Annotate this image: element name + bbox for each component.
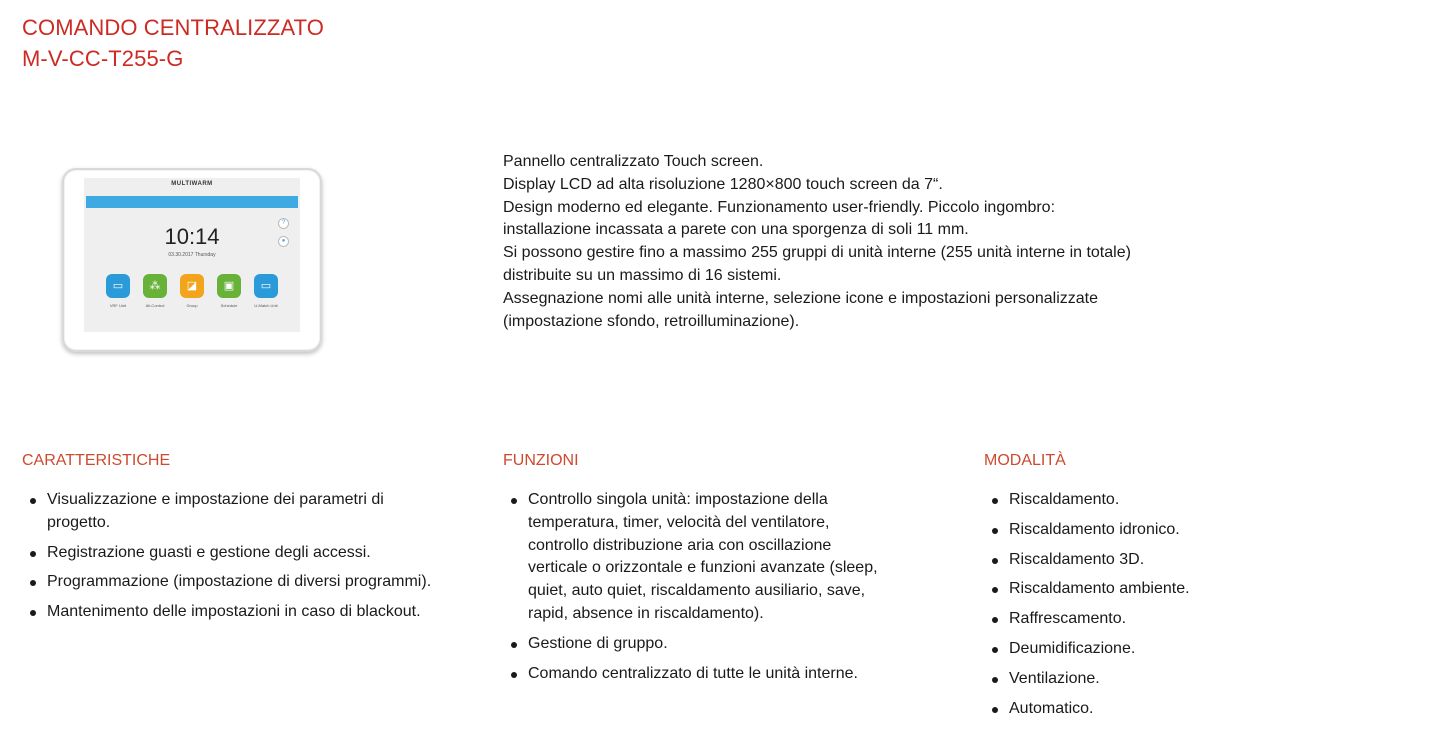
- match-unit-icon: ▭: [254, 274, 278, 298]
- app-label: VRF Unit: [109, 303, 127, 308]
- list-item: Raffrescamento.: [984, 608, 1284, 631]
- product-image: [62, 168, 322, 352]
- device-app-row: [104, 274, 280, 308]
- device-screen: [84, 178, 300, 332]
- product-description: [503, 151, 1143, 333]
- device-brand-logo: MULTIWARM: [171, 181, 213, 187]
- funzioni-section: [503, 450, 883, 692]
- funzioni-list: [503, 489, 883, 685]
- app-u-match-unit: [252, 274, 280, 308]
- list-item: Deumidificazione.: [984, 638, 1284, 661]
- all-control-icon: ⁂: [143, 274, 167, 298]
- list-item: Riscaldamento idronico.: [984, 519, 1284, 542]
- list-item: Programmazione (impostazione di diversi programmi).: [22, 571, 442, 594]
- section-heading: CARATTERISTICHE: [22, 452, 171, 469]
- calendar-icon: ▣: [217, 274, 241, 298]
- caratteristiche-list: [22, 489, 442, 624]
- page-title: [22, 12, 324, 74]
- section-heading: FUNZIONI: [503, 452, 579, 469]
- list-item: Controllo singola unità: impostazione della temperatura, timer, velocità del ventilatore, controllo distribuzione aria con oscillazione verticale o orizzontale e funzioni avanzate (sleep, quiet, auto quiet, riscaldamento ausiliario, save, rapid, absence in riscaldamento).: [503, 489, 883, 626]
- modalita-section: [984, 450, 1284, 727]
- description-line: Design moderno ed elegante. Funzionamento user-friendly. Piccolo ingombro: installazione incassata a parete con una sporgenza di soli 11 mm.: [503, 198, 1056, 239]
- modalita-list: [984, 489, 1284, 720]
- app-group: [178, 274, 206, 308]
- app-vrf-unit: [104, 274, 132, 308]
- app-schedule: [215, 274, 243, 308]
- list-item: Riscaldamento.: [984, 489, 1284, 512]
- device-date: 03.30.2017 Thursday: [168, 252, 216, 258]
- app-label: Group: [186, 303, 198, 308]
- list-item: Comando centralizzato di tutte le unità interne.: [503, 663, 883, 686]
- description-line: Display LCD ad alta risoluzione 1280×800 touch screen da 7“.: [503, 175, 943, 193]
- list-item: Mantenimento delle impostazioni in caso di blackout.: [22, 601, 442, 624]
- help-icon: ?: [278, 218, 289, 229]
- caratteristiche-section: [22, 450, 442, 631]
- app-label: All-Control: [145, 303, 165, 308]
- ac-unit-icon: ▭: [106, 274, 130, 298]
- settings-icon: ●: [278, 236, 289, 247]
- title-line-2: M-V-CC-T255-G: [22, 46, 184, 71]
- list-item: Riscaldamento 3D.: [984, 549, 1284, 572]
- description-line: Si possono gestire fino a massimo 255 gruppi di unità interne (255 unità interne in totale) distribuite su un massimo di 16 sistemi.: [503, 244, 1131, 284]
- app-label: U-Match Unit: [254, 303, 278, 308]
- device-clock: 10:14: [164, 224, 220, 249]
- description-line: Assegnazione nomi alle unità interne, selezione icone e impostazioni personalizzate (impostazione sfondo, retroilluminazione).: [503, 289, 1099, 330]
- list-item: Automatico.: [984, 698, 1284, 721]
- device-top-bar: [86, 196, 298, 208]
- group-icon: ◪: [180, 274, 204, 298]
- description-line: Pannello centralizzato Touch screen.: [503, 153, 764, 170]
- title-line-1: COMANDO CENTRALIZZATO: [22, 15, 324, 40]
- list-item: Gestione di gruppo.: [503, 633, 883, 656]
- app-label: Schedule: [220, 303, 238, 308]
- list-item: Registrazione guasti e gestione degli accessi.: [22, 542, 442, 565]
- app-all-control: [141, 274, 169, 308]
- list-item: Riscaldamento ambiente.: [984, 578, 1284, 601]
- list-item: Visualizzazione e impostazione dei parametri di progetto.: [22, 489, 442, 535]
- list-item: Ventilazione.: [984, 668, 1284, 691]
- section-heading: MODALITÀ: [984, 452, 1066, 469]
